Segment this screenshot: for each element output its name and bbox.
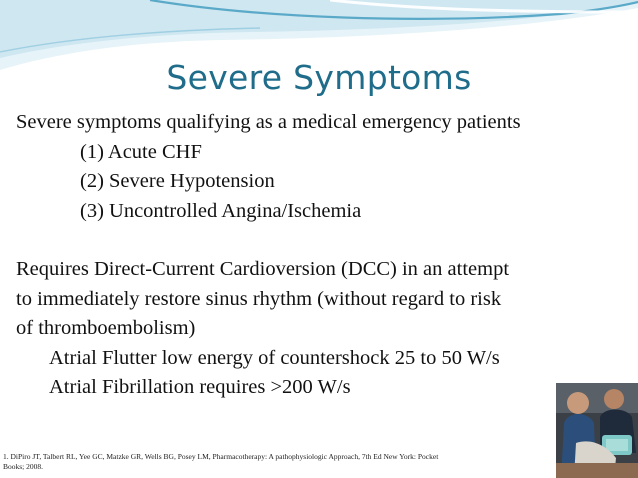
reference-line: Books; 2008.	[3, 462, 44, 471]
paragraph-line: to immediately restore sinus rhythm (without regard to risk	[16, 287, 502, 310]
reference-citation	[3, 452, 508, 472]
reference-line: 1. DiPiro JT, Talbert RL, Yee GC, Matzke GR, Wells BG, Posey LM, Pharmacotherapy: A pathophysiologic Approach, 7th Ed New York: Pocket	[3, 452, 439, 461]
paragraph-line: Requires Direct-Current Cardioversion (DCC) in an attempt	[16, 258, 510, 280]
medical-staff-photo	[556, 383, 638, 478]
list-item: (3) Uncontrolled Angina/Ischemia	[80, 199, 362, 222]
intro-line: Severe symptoms qualifying as a medical emergency patients	[16, 111, 521, 133]
slide-title: Severe Symptoms	[166, 58, 472, 97]
list-item: (1) Acute CHF	[80, 140, 202, 163]
slide-body	[16, 108, 626, 403]
list-item: Atrial Fibrillation requires >200 W/s	[49, 376, 351, 398]
list-item: Atrial Flutter low energy of countershock 25 to 50 W/s	[49, 346, 500, 369]
list-item: (2) Severe Hypotension	[80, 170, 275, 192]
paragraph-spacer	[16, 226, 626, 255]
paragraph-line: of thromboembolism)	[16, 317, 196, 339]
